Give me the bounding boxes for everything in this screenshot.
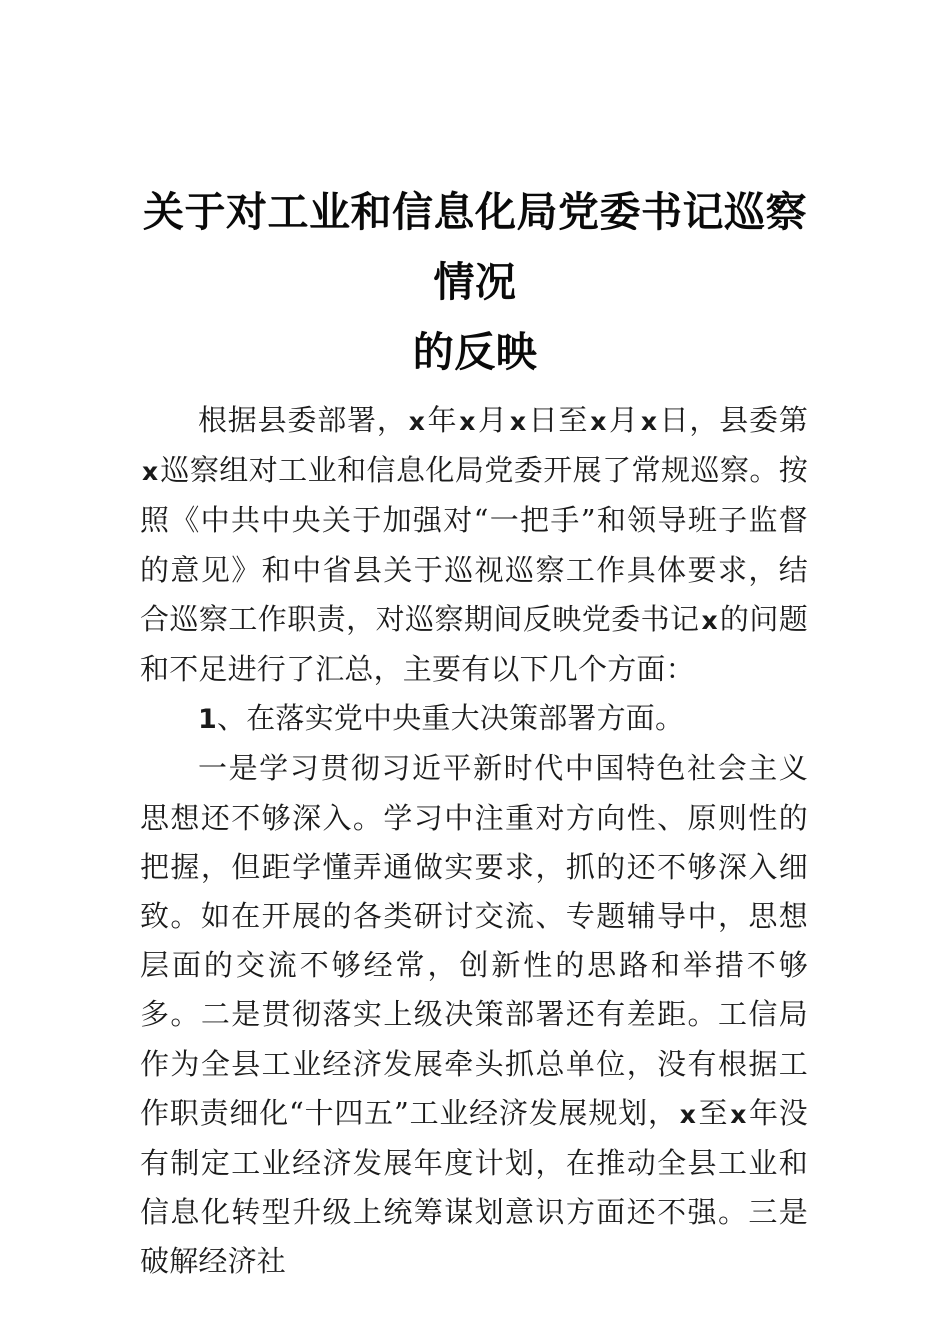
placeholder-token: x: [408, 407, 425, 436]
list-number: 1: [198, 704, 217, 736]
document-title-line-2: 的反映: [412, 328, 538, 377]
placeholder-token: x: [459, 407, 476, 436]
paragraph: 1、在落实党中央重大决策部署方面。: [198, 701, 685, 736]
paragraph: 根据县委部署，x年x月x日至x月x日，县委第x巡察组对工业和信息化局党委开展了常规巡察。按照《中共中央关于加强对“一把手”和领导班子监督的意见》和中省县关于巡视巡察工作具体要求，结合巡察工作职责，对巡察期间反映党委书记x的问题和不足进行了汇总，主要有以下几个方面：: [140, 403, 809, 687]
placeholder-token: x: [730, 1099, 747, 1129]
document-body: [140, 396, 808, 1287]
paragraph: 一是学习贯彻习近平新时代中国特色社会主义思想还不够深入。学习中注重对方向性、原则性的把握，但距学懂弄通做实要求，抓的还不够深入细致。如在开展的各类研讨交流、专题辅导中，思想层面的交流不够经常，创新性的思路和举措不够多。二是贯彻落实上级决策部署还有差距。工信局作为全县工业经济发展牵头抓总单位，没有根据工作职责细化“十四五”工业经济发展规划，x至x年没有制定工业经济发展年度计划，在推动全县工业和信息化转型升级上统筹谋划意识方面还不强。三是破解经济社: [140, 751, 808, 1279]
placeholder-token: x: [701, 605, 718, 635]
document-title: [140, 177, 810, 387]
placeholder-token: x: [142, 457, 159, 487]
placeholder-token: x: [679, 1099, 696, 1129]
placeholder-token: x: [590, 407, 607, 436]
placeholder-token: x: [640, 407, 657, 436]
placeholder-token: x: [509, 407, 526, 436]
document-title-line-1: 关于对工业和信息化局党委书记巡察情况: [143, 188, 807, 307]
